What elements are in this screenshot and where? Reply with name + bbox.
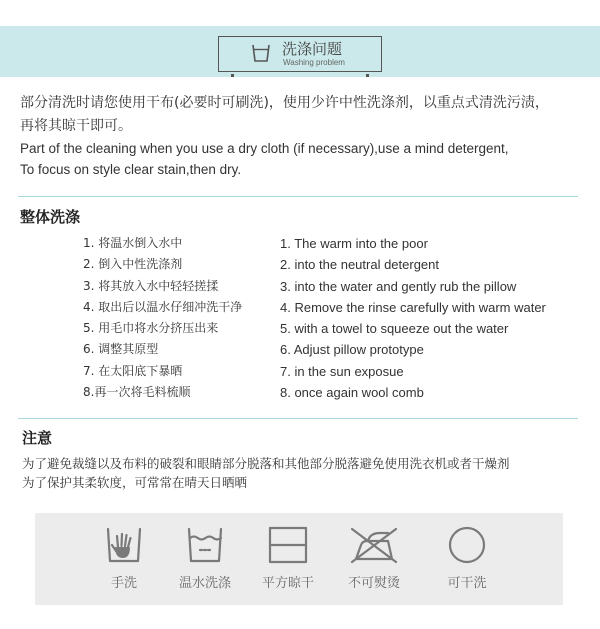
care-symbol-do-not-iron xyxy=(329,525,419,601)
intro-chinese xyxy=(20,92,549,138)
banner-title: 洗涤问题 xyxy=(282,40,343,58)
step-cn: 6. 调整其原型 xyxy=(83,342,159,357)
banner-frame xyxy=(218,36,382,72)
intro-en-line: To focus on style clear stain,then dry. xyxy=(20,162,242,177)
notice-line: 为了避免裁缝以及布料的破裂和眼睛部分脱落和其他部分脱落避免使用洗衣机或者干燥剂 xyxy=(22,456,510,471)
care-symbol-warm-wash xyxy=(160,525,250,601)
care-label: 温水洗涤 xyxy=(178,576,231,591)
care-label: 不可熨烫 xyxy=(347,576,400,591)
care-symbol-dry-clean xyxy=(422,525,512,601)
wash-basin-icon xyxy=(250,42,272,64)
list-item xyxy=(0,233,600,254)
step-en: 7. in the sun exposue xyxy=(280,363,404,379)
notice-line: 为了保护其柔软度，可常常在晴天日晒晒 xyxy=(22,475,248,490)
step-cn: 1. 将温水倒入水中 xyxy=(83,236,183,250)
step-cn: 3. 将其放入水中轻轻搓揉 xyxy=(83,278,219,293)
list-item xyxy=(0,297,600,318)
step-cn: 2. 倒入中性洗涤剂 xyxy=(83,257,183,272)
warm-wash-icon xyxy=(179,525,231,565)
step-en: 8. once again wool comb xyxy=(280,385,424,401)
list-item xyxy=(0,276,600,297)
care-symbol-dry-flat xyxy=(243,525,333,601)
wash-steps-list xyxy=(0,233,600,403)
hand-wash-icon xyxy=(98,525,150,565)
step-en: 3. into the water and gently rub the pillow xyxy=(280,278,517,294)
step-en: 4. Remove the rinse carefully with warm water xyxy=(280,299,546,315)
step-cn: 8.再一次将毛料梳顺 xyxy=(83,385,191,400)
step-en: 2. into the neutral detergent xyxy=(280,257,440,273)
intro-en-line: Part of the cleaning when you use a dry cloth (if necessary),use a mind detergent, xyxy=(20,141,509,156)
care-symbol-hand-wash xyxy=(79,525,169,601)
notice-text xyxy=(22,454,510,492)
do-not-iron-icon xyxy=(348,525,400,565)
banner-subtitle: Washing problem xyxy=(283,58,345,67)
intro-cn-line: 再将其晾干即可。 xyxy=(20,118,132,134)
care-symbols-panel xyxy=(35,513,563,605)
care-label: 平方晾干 xyxy=(261,576,314,591)
intro-english xyxy=(20,138,509,180)
list-item xyxy=(0,318,600,339)
divider xyxy=(18,418,578,419)
notice-heading: 注意 xyxy=(22,429,53,447)
dry-flat-icon xyxy=(262,525,314,565)
dry-clean-icon xyxy=(441,525,493,565)
step-cn: 5. 用毛巾将水分挤压出来 xyxy=(83,321,219,336)
care-label: 手洗 xyxy=(110,576,137,591)
step-en: 5. with a towel to squeeze out the water xyxy=(280,321,509,337)
list-item xyxy=(0,339,600,360)
step-en: 6. Adjust pillow prototype xyxy=(280,342,424,358)
overall-wash-heading: 整体洗涤 xyxy=(20,208,81,226)
section-banner xyxy=(0,26,600,77)
list-item xyxy=(0,382,600,403)
intro-cn-line: 部分清洗时请您使用干布(必要时可刷洗)，使用少许中性洗涤剂，以重点式清洗污渍， xyxy=(20,95,549,111)
care-label: 可干洗 xyxy=(447,576,487,591)
step-cn: 7. 在太阳底下暴晒 xyxy=(83,363,183,378)
step-cn: 4. 取出后以温水仔细冲洗干净 xyxy=(83,299,243,314)
list-item xyxy=(0,254,600,275)
frame-dot-left xyxy=(231,74,234,77)
frame-dot-right xyxy=(366,74,369,77)
step-en: 1. The warm into the poor xyxy=(280,236,428,251)
divider xyxy=(18,196,578,197)
list-item xyxy=(0,361,600,382)
